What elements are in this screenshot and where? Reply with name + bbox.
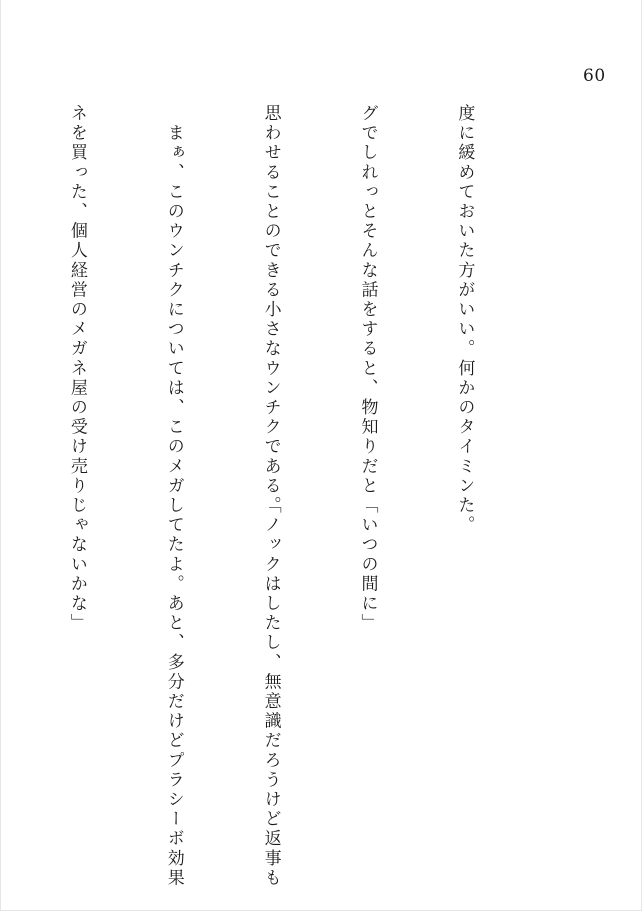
text-line: グでしれっとそんな話をすると、物知りだと xyxy=(357,104,378,496)
upper-text-block xyxy=(0,104,545,516)
dialogue-line: じゃないかな」 xyxy=(66,496,87,634)
dialogue-line: してたよ。あと、多分だけどプラシーボ効果 xyxy=(163,496,184,888)
lower-text-block xyxy=(0,496,545,888)
text-line: た。 xyxy=(454,496,475,536)
dialogue-line: 「ノックはしたし、無意識だろうけど返事も xyxy=(260,496,281,888)
text-line: ネを買った、個人経営のメガネ屋の受け売り xyxy=(66,104,87,496)
text-line: まぁ、このウンチクについては、このメガ xyxy=(163,104,184,496)
text-line: 思わせることのできる小さなウンチクである。 xyxy=(260,104,281,516)
text-line: 度に緩めておいた方がいい。何かのタイミン xyxy=(454,104,475,496)
dialogue-line: 「いつの間に」 xyxy=(357,496,378,634)
page-number: 60 xyxy=(583,66,606,86)
